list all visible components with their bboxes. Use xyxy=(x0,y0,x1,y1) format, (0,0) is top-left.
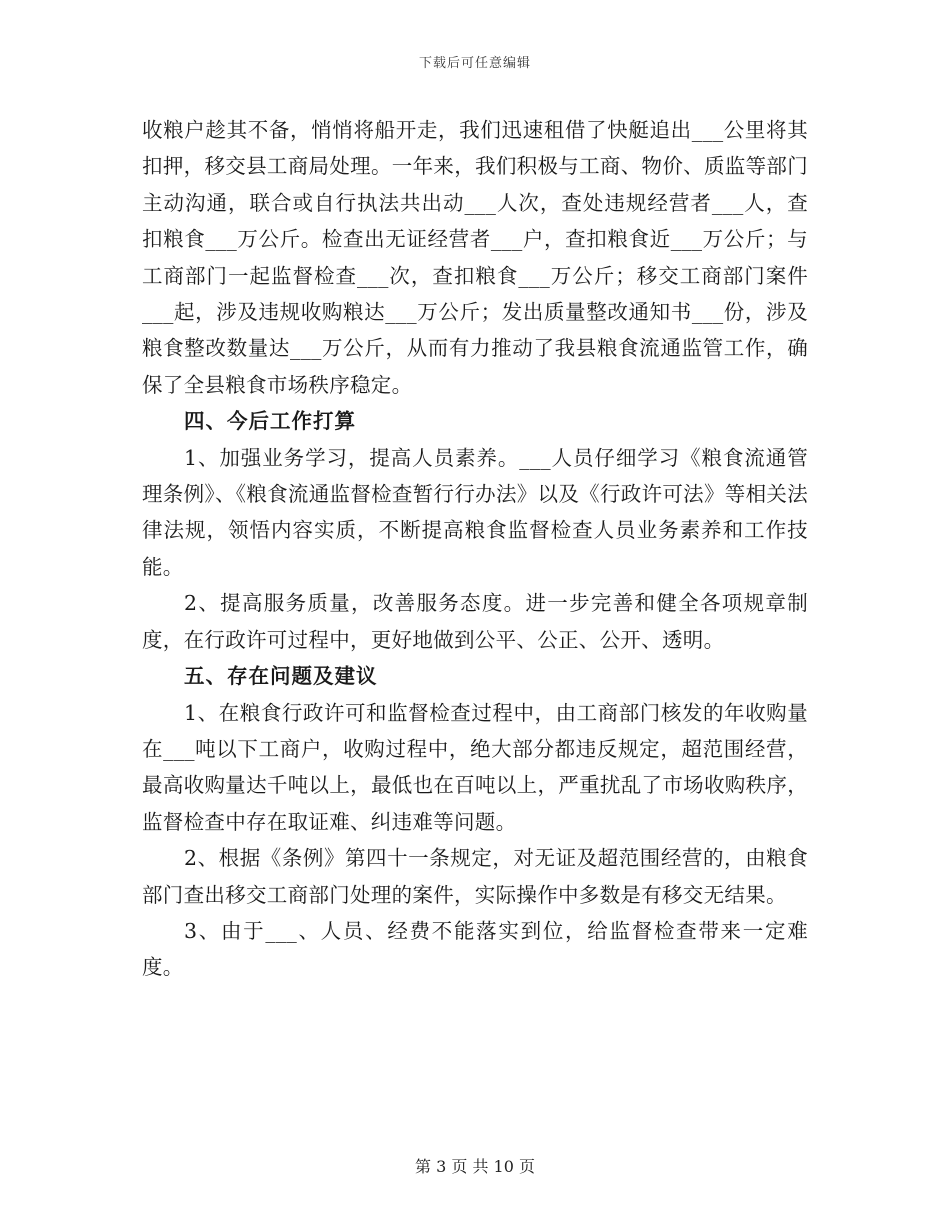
paragraph-issue-1: 1、在粮食行政许可和监督检查过程中，由工商部门核发的年收购量在___吨以下工商户，收购过程中，绝大部分都违反规定，超范围经营，最高收购量达千吨以上，最低也在百吨以上，严重扰乱了市场收购秩序，监督检查中存在取证难、纠违难等问题。 xyxy=(142,700,808,834)
paragraph-issue-3: 3、由于___、人员、经费不能落实到位，给监督检查带来一定难度。 xyxy=(142,918,808,980)
section-heading-issues: 五、存在问题及建议 xyxy=(184,664,378,689)
section-heading-future-plans: 四、今后工作打算 xyxy=(184,409,356,434)
paragraph-plan-2: 2、提高服务质量，改善服务态度。进一步完善和健全各项规章制度，在行政许可过程中，更好地做到公平、公正、公开、透明。 xyxy=(142,591,808,652)
page-number: 第 3 页 共 10 页 xyxy=(415,1157,535,1176)
document-body xyxy=(142,112,808,986)
header-note: 下载后可任意编辑 xyxy=(418,56,531,71)
paragraph-enforcement-summary: 收粮户趁其不备，悄悄将船开走，我们迅速租借了快艇追出___公里将其扣押，移交县工商局处理。一年来，我们积极与工商、物价、质监等部门主动沟通，联合或自行执法共出动___人次，查处违规经营者___人，查扣粮食___万公斤。检查出无证经营者___户，查扣粮食近___万公斤；与工商部门一起监督检查___次，查扣粮食___万公斤；移交工商部门案件___起，涉及违规收购粮达___万公斤；发出质量整改通知书___份，涉及粮食整改数量达___万公斤，从而有力推动了我县粮食流通监管工作，确保了全县粮食市场秩序稳定。 xyxy=(142,118,808,397)
paragraph-plan-1: 1、加强业务学习，提高人员素养。___人员仔细学习《粮食流通管理条例》、《粮食流通监督检查暂行行办法》以及《行政许可法》等相关法律法规，领悟内容实质，不断提高粮食监督检查人员业务素养和工作技能。 xyxy=(142,445,808,579)
paragraph-issue-2: 2、根据《条例》第四十一条规定，对无证及超范围经营的，由粮食部门查出移交工商部门处理的案件，实际操作中多数是有移交无结果。 xyxy=(142,846,808,907)
